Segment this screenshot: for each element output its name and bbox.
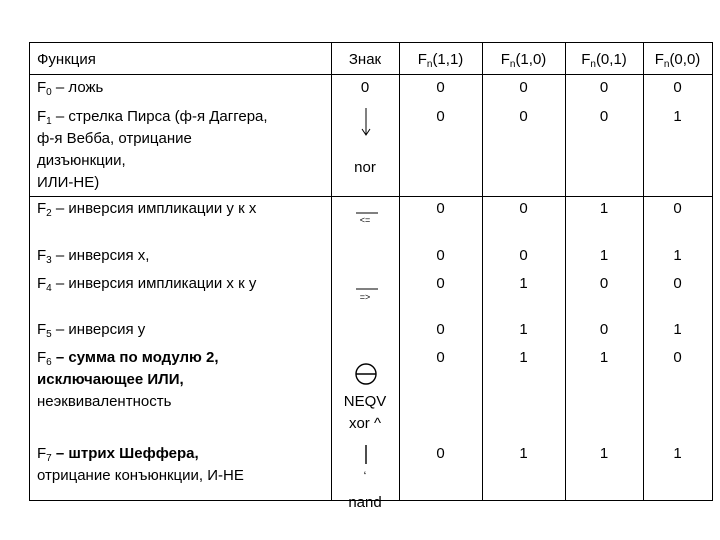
row-f1-name-line3: дизъюнкции, xyxy=(37,152,126,169)
grid-line xyxy=(29,42,30,501)
cell: 0 xyxy=(673,275,682,292)
cell: 0 xyxy=(599,275,609,292)
cell: 1 xyxy=(599,349,609,366)
cell: 1 xyxy=(673,247,682,264)
row-f1-name-line1: $F_1$ – стрелка Пирса (ф-я Даггера, xyxy=(37,108,268,127)
cell: 1 xyxy=(519,445,528,462)
cell: 0 xyxy=(436,108,445,125)
row-f7-name-line2: отрицание конъюнкции, И-НЕ xyxy=(37,467,244,484)
cell: 0 xyxy=(519,79,528,96)
cell: 0 xyxy=(436,79,445,96)
row-f5-name: $F_5$ – инверсия у xyxy=(37,321,146,340)
cell: 0 xyxy=(436,200,445,217)
row-f6-name-line3: неэквивалентность xyxy=(37,393,172,410)
cell: 0 xyxy=(436,247,445,264)
row-f2-name: $F_2$ – инверсия импликации у к х xyxy=(37,200,257,219)
header-function: Функция xyxy=(37,51,96,68)
grid-line xyxy=(29,42,713,43)
cell: 1 xyxy=(519,321,528,338)
row-f0-name: $F_0$ – ложь xyxy=(37,79,104,98)
grid-line xyxy=(712,42,713,501)
row-f1-sign: nor xyxy=(354,159,376,176)
cell: 1 xyxy=(673,445,682,462)
row-f6-name-line2: исключающее ИЛИ, xyxy=(37,371,184,388)
header-sign: Знак xyxy=(348,51,382,68)
header-f01: $F_n(0,1)$ xyxy=(581,51,627,70)
cell: 0 xyxy=(519,247,528,264)
row-f1-name-line2: ф-я Вебба, отрицание xyxy=(37,130,192,147)
row-f4-name: $F_4$ – инверсия импликации х к у xyxy=(37,275,257,294)
cell: 0 xyxy=(673,79,682,96)
cell: 1 xyxy=(673,321,682,338)
xor-circle-icon xyxy=(352,360,380,388)
cell: 1 xyxy=(599,445,609,462)
cell: 1 xyxy=(599,200,609,217)
row-f4-sign: => xyxy=(359,292,371,302)
cell: 0 xyxy=(599,79,609,96)
row-f6-name-line1: $F_6$ – сумма по модулю 2, xyxy=(37,349,219,368)
cell: 1 xyxy=(519,349,528,366)
cell: 1 xyxy=(519,275,528,292)
row-f1-name-line4: ИЛИ-НЕ) xyxy=(37,174,100,191)
cell: 1 xyxy=(599,247,609,264)
row-f0-sign: 0 xyxy=(360,79,370,96)
row-f6-sign-line2: xor ^ xyxy=(348,415,382,432)
row-f3-name: $F_3$ – инверсия х, xyxy=(37,247,150,266)
row-f7-sign: nand xyxy=(348,494,382,511)
cell: 0 xyxy=(519,200,528,217)
header-f10: $F_n(1,0)$ xyxy=(500,51,547,70)
row-f2-sign: <= xyxy=(359,215,371,225)
row-f6-sign-line1: NEQV xyxy=(343,393,387,410)
cell: 0 xyxy=(519,108,528,125)
cell: 0 xyxy=(673,200,682,217)
down-arrow-icon xyxy=(355,106,377,140)
header-f00: $F_n(0,0)$ xyxy=(654,51,701,70)
cell: 0 xyxy=(673,349,682,366)
grid-line xyxy=(29,196,713,197)
cell: 0 xyxy=(436,445,445,462)
cell: 0 xyxy=(436,321,445,338)
header-f11: $F_n(1,1)$ xyxy=(417,51,464,70)
cell: 0 xyxy=(599,321,609,338)
cell: 0 xyxy=(436,349,445,366)
cell: 0 xyxy=(436,275,445,292)
cell: 0 xyxy=(599,108,609,125)
row-f7-name-line1: $F_7$ – штрих Шеффера, xyxy=(37,445,199,464)
row-f7-sign-tick: ‘ xyxy=(363,469,367,483)
cell: 1 xyxy=(673,108,682,125)
